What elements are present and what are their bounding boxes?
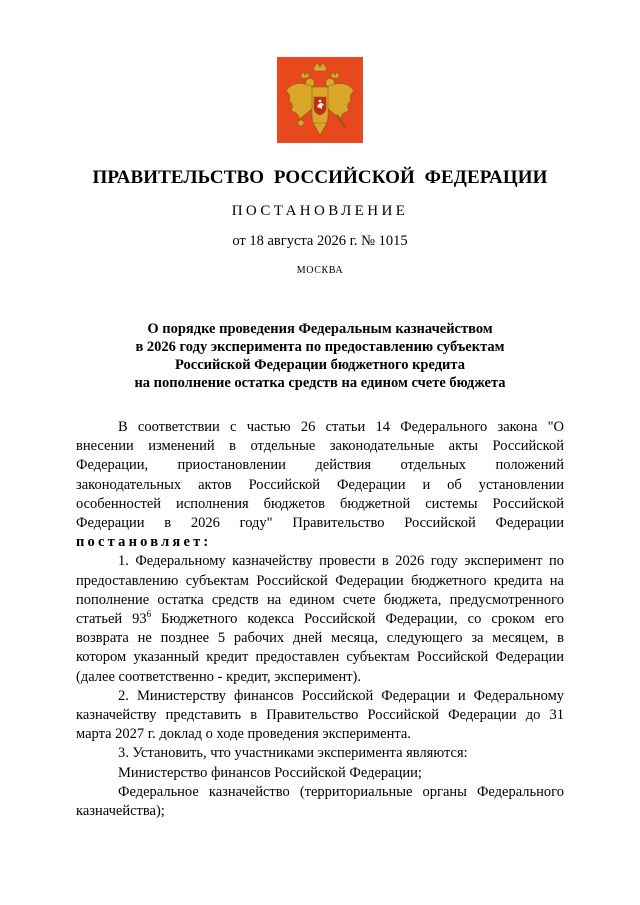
decrees-word: постановляет: — [76, 534, 212, 551]
paragraph-1-part-a: 1. Федеральному казначейству провести в 2026 году эксперимент по предоставлению субъектам Российской Федерации бюджетного кредита на пополнение остатка средств на едином счете бюджета, предусмотренного статьей 93 — [76, 553, 564, 628]
paragraph-3: 3. Установить, что участниками эксперимента являются: — [118, 745, 468, 762]
paragraph-1 — [76, 552, 564, 686]
document-date-number: от 18 августа 2026 г. № 1015 — [232, 233, 408, 249]
document-city: МОСКВА — [296, 265, 344, 276]
document-title — [80, 320, 560, 392]
document-body — [76, 418, 564, 821]
title-line-2: в 2026 году эксперимента по предоставлению субъектам — [135, 339, 505, 355]
government-heading: ПРАВИТЕЛЬСТВО РОССИЙСКОЙ ФЕДЕРАЦИИ — [92, 167, 548, 188]
participant-item-2: Федеральное казначейство (территориальные органы Федерального казначейства); — [76, 783, 564, 820]
participant-item-1: Министерство финансов Российской Федерации; — [118, 764, 422, 781]
title-line-4: на пополнение остатка средств на едином счете бюджета — [134, 375, 506, 391]
paragraph-2: 2. Министерству финансов Российской Федерации и Федеральному казначейству представить в Правительство Российской Федерации до 31 марта 2027 г. доклад о ходе проведения эксперимента. — [76, 687, 564, 743]
article-superscript: 6 — [146, 609, 152, 620]
decrees-line — [76, 533, 564, 552]
preamble-paragraph — [76, 418, 564, 533]
title-line-3: Российской Федерации бюджетного кредита — [175, 357, 465, 373]
russian-coat-of-arms-icon — [277, 57, 363, 143]
title-line-1: О порядке проведения Федеральным казначейством — [147, 321, 493, 337]
paragraph-1-part-b: Бюджетного кодекса Российской Федерации, со сроком его возврата не позднее 5 рабочих дней месяца, следующего за месяцем, в котором указанный кредит предоставлен субъектам Российской Федерации (далее соответственно - кредит, эксперимент). — [76, 611, 564, 685]
document-type: ПОСТАНОВЛЕНИЕ — [231, 203, 409, 219]
preamble-text: В соответствии с частью 26 статьи 14 Федерального закона "О внесении изменений в отдельные законодательные акты Российской Федерации, приостановлении действия отдельных положений законодательных актов Российской Федерации и об установлении особенностей исполнения бюджетов бюджетной системы Российской Федерации в 2026 году" Правительство Российской Федерации — [76, 419, 564, 532]
